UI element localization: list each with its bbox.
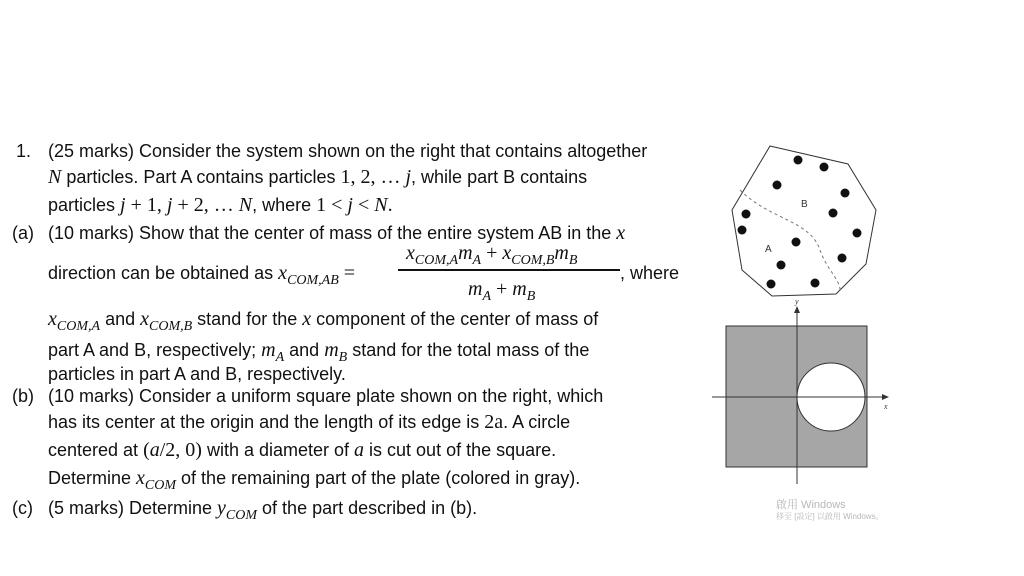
intro-text-3a: particles xyxy=(48,195,121,215)
math-coord-a: a xyxy=(149,439,160,461)
math-mb: m xyxy=(324,339,339,361)
part-a-where: , where xyxy=(620,263,680,283)
label-part-a: A xyxy=(765,244,772,255)
plate-figure xyxy=(712,297,889,484)
intro-text-1: (25 marks) Consider the system shown on the right that contains altogether xyxy=(48,141,648,161)
math-list: 1, 2, … xyxy=(340,166,401,188)
math-xcom-b-sub: COM,B xyxy=(149,319,193,334)
y-axis-arrow xyxy=(794,306,800,313)
num-m2-sub: B xyxy=(568,253,578,268)
part-c-text-1: (5 marks) Determine xyxy=(48,498,218,518)
part-a-text-4: part A and B, respectively; xyxy=(48,340,262,360)
den-m2: m xyxy=(512,278,527,300)
particle-system-figure xyxy=(732,146,876,296)
math-x-2: x xyxy=(302,308,312,330)
math-2a: 2a xyxy=(484,411,504,433)
math-ineq-lt: < xyxy=(352,194,375,216)
num-m1-sub: A xyxy=(472,253,482,268)
part-a-text-3b: component of the center of mass of xyxy=(311,309,599,329)
particle xyxy=(794,156,803,165)
intro-text-2a: particles. Part A contains particles xyxy=(61,167,341,187)
math-j: j xyxy=(400,166,412,188)
math-N: N xyxy=(48,166,62,188)
part-a-text-2: direction can be obtained as xyxy=(48,263,279,283)
particle xyxy=(767,280,776,289)
math-xcom-a: x xyxy=(48,308,57,330)
part-a-text-5: particles in part A and B, respectively. xyxy=(48,364,346,384)
watermark-line-1: 啟用 Windows xyxy=(776,499,846,511)
part-b-text-3c: is cut out of the square. xyxy=(364,440,557,460)
part-a-and-1: and xyxy=(100,309,141,329)
math-x: x xyxy=(616,222,626,244)
part-b-text-3: centered at xyxy=(48,440,144,460)
intro-text-2b: , while part B contains xyxy=(411,167,588,187)
y-axis-label: y xyxy=(795,297,799,306)
math-xcom-sub: COM xyxy=(144,478,177,493)
den-plus: + xyxy=(491,278,513,300)
x-axis-label: x xyxy=(884,402,888,411)
particle xyxy=(742,210,751,219)
math-xcom-a-sub: COM,A xyxy=(56,319,101,334)
den-m1: m xyxy=(468,278,483,300)
particle xyxy=(841,189,850,198)
math-xcom: x xyxy=(136,467,145,489)
math-coord-open: ( xyxy=(143,439,150,461)
math-ycom-sub: COM xyxy=(225,508,258,523)
math-xcom-ab: x xyxy=(278,262,288,284)
math-ineq-N: N xyxy=(374,194,388,216)
num-m1: m xyxy=(458,242,473,264)
math-ma-sub: A xyxy=(275,350,285,365)
particle xyxy=(738,226,747,235)
part-c-text-1b: of the part described in (b). xyxy=(257,498,478,518)
math-ma: m xyxy=(261,339,276,361)
num-m2: m xyxy=(554,242,569,264)
particle xyxy=(792,238,801,247)
den-m2-sub: B xyxy=(526,289,536,304)
particle xyxy=(820,163,829,172)
system-boundary xyxy=(732,146,876,296)
math-plus2: + 2, … xyxy=(172,194,239,216)
part-b-text-2: has its center at the origin and the length of its edge is xyxy=(48,412,485,432)
math-ineq-j: j xyxy=(347,194,353,216)
part-a-and-2: and xyxy=(284,340,325,360)
windows-activation-watermark xyxy=(776,499,884,523)
part-b-label: (b) xyxy=(12,386,34,406)
part-a-text-3: stand for the xyxy=(192,309,303,329)
math-equals: = xyxy=(338,262,356,284)
math-j1: j xyxy=(120,194,126,216)
particle xyxy=(773,181,782,190)
part-b-text-4b: of the remaining part of the plate (colored in gray). xyxy=(176,468,581,488)
question-number: 1. xyxy=(16,141,32,161)
x-axis-arrow xyxy=(882,394,889,400)
particle xyxy=(829,209,838,218)
math-plus1: + 1, xyxy=(125,194,167,216)
math-a: a xyxy=(354,439,365,461)
num-plus: + xyxy=(481,242,503,264)
part-a-text-1: (10 marks) Show that the center of mass of the entire system AB in the xyxy=(48,223,617,243)
particle xyxy=(853,229,862,238)
part-c-label: (c) xyxy=(12,498,33,518)
part-a-text-4b: stand for the total mass of the xyxy=(347,340,590,360)
part-b-text-4: Determine xyxy=(48,468,137,488)
math-period: . xyxy=(387,194,393,216)
den-m1-sub: A xyxy=(482,289,492,304)
label-part-b: B xyxy=(801,199,808,210)
watermark-line-2: 移至 [設定] 以啟用 Windows。 xyxy=(776,512,884,521)
intro-text-3b: , where xyxy=(252,195,317,215)
particle xyxy=(777,261,786,270)
particle xyxy=(811,279,820,288)
math-j2: j xyxy=(166,194,173,216)
math-xcom-ab-sub: COM,AB xyxy=(287,273,339,288)
part-b-text-1: (10 marks) Consider a uniform square plate shown on the right, which xyxy=(48,386,604,406)
num-x2-sub: COM,B xyxy=(511,253,555,268)
num-x2: x xyxy=(502,242,512,264)
math-coord-rest: /2, 0) xyxy=(159,439,202,461)
math-N2: N xyxy=(238,194,253,216)
math-xcom-b: x xyxy=(140,308,149,330)
part-a-label: (a) xyxy=(12,223,34,243)
num-x1: x xyxy=(406,242,415,264)
math-ineq1: 1 < xyxy=(316,194,348,216)
particle xyxy=(838,254,847,263)
num-x1-sub: COM,A xyxy=(414,253,459,268)
part-b-text-3b: with a diameter of xyxy=(201,440,355,460)
part-b-text-2b: . A circle xyxy=(503,412,571,432)
math-mb-sub: B xyxy=(338,350,348,365)
math-ycom: y xyxy=(217,497,226,519)
